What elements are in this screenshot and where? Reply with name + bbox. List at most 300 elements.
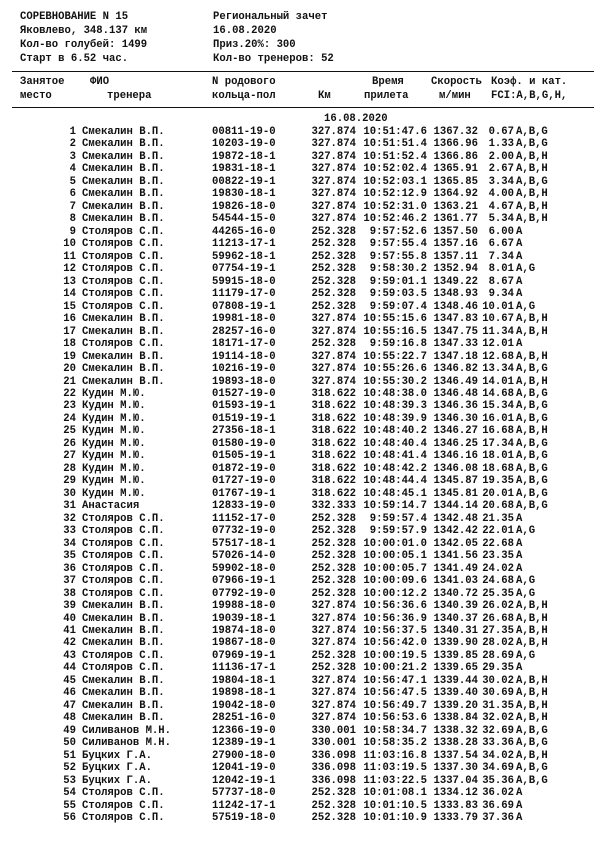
cell-place: 24 [63,412,76,425]
cell-km: 252.328 [311,225,356,238]
cell-trainer: Столяров С.П. [82,275,165,288]
cell-cat: A,G [516,649,536,662]
cell-trainer: Столяров С.П. [82,238,165,251]
cell-cat: A [516,799,523,812]
cell-km: 318.622 [311,412,356,425]
cell-place: 19 [63,350,76,363]
cell-cat: A,B,G [516,774,548,787]
table-header-rule [12,107,594,108]
cell-speed: 1361.77 [433,213,478,226]
cell-trainer: Смекалин В.П. [82,163,165,176]
cell-place: 39 [63,600,76,613]
cell-ring: 12041-19-0 [212,762,276,775]
cell-trainer: Буцких Г.А. [82,774,152,787]
cell-time: 10:00:19.5 [363,649,427,662]
cell-time: 10:00:05.7 [363,562,427,575]
cell-coef: 28.69 [482,649,514,662]
cell-cat: A,G [516,587,536,600]
cell-coef: 11.34 [482,325,514,338]
cell-coef: 20.68 [482,500,514,513]
cell-ring: 19831-18-1 [212,163,276,176]
cell-coef: 27.35 [482,625,514,637]
cell-place: 42 [63,637,76,650]
cell-km: 252.328 [311,300,356,313]
cell-ring: 18171-17-0 [212,338,276,351]
cell-ring: 19042-18-0 [212,699,276,712]
cell-time: 9:59:57.4 [369,512,427,525]
cell-coef: 19.35 [482,475,514,488]
cell-time: 10:00:09.6 [363,575,427,588]
cell-place: 15 [63,300,76,313]
cell-place: 27 [63,450,76,463]
cell-coef: 32.02 [482,712,514,725]
cell-ring: 19804-18-1 [212,674,276,687]
cell-km: 327.874 [311,375,356,388]
cell-cat: A,B,H [516,313,548,326]
cell-speed: 1341.03 [433,575,478,588]
cell-speed: 1338.32 [433,724,478,737]
cell-ring: 01767-19-1 [212,487,276,500]
cell-trainer: Смекалин В.П. [82,363,165,376]
cell-speed: 1340.72 [433,587,478,600]
cell-ring: 57517-18-1 [212,537,276,550]
cell-coef: 26.02 [482,600,514,613]
cell-trainer: Смекалин В.П. [82,325,165,338]
cell-time: 10:52:12.9 [363,188,427,201]
cell-trainer: Смекалин В.П. [82,637,165,650]
cell-km: 327.874 [311,126,356,138]
header-right-2: 16.08.2020 [213,25,277,37]
cell-speed: 1345.81 [433,487,478,500]
cell-km: 318.622 [311,487,356,500]
cell-coef: 16.68 [482,425,514,438]
cell-trainer: Столяров С.П. [82,525,165,538]
cell-km: 327.874 [311,612,356,625]
cell-ring: 10203-19-0 [212,138,276,151]
cell-km: 327.874 [311,138,356,151]
cell-time: 10:51:52.4 [363,150,427,163]
cell-km: 252.328 [311,812,356,825]
cell-coef: 4.67 [488,200,514,213]
cell-trainer: Столяров С.П. [82,649,165,662]
cell-km: 252.328 [311,799,356,812]
cell-time: 9:59:57.9 [369,525,427,538]
cell-place: 9 [69,225,76,238]
cell-place: 23 [63,400,76,413]
cell-coef: 32.69 [482,724,514,737]
cell-cat: A,B,G [516,412,548,425]
cell-cat: A [516,275,523,288]
cell-coef: 36.02 [482,787,514,800]
cell-time: 10:52:02.4 [363,163,427,176]
cell-coef: 23.35 [482,550,514,563]
cell-cat: A [516,662,523,675]
cell-speed: 1344.14 [433,500,478,513]
cell-trainer: Столяров С.П. [82,575,165,588]
cell-coef: 12.01 [482,338,514,351]
cell-km: 336.098 [311,762,356,775]
cell-speed: 1339.20 [433,699,478,712]
cell-coef: 14.68 [482,387,514,400]
cell-coef: 31.35 [482,699,514,712]
cell-speed: 1338.28 [433,737,478,750]
cell-cat: A,B,H [516,325,548,338]
cell-cat: A,B,H [516,637,548,650]
cell-ring: 01519-19-1 [212,412,276,425]
cell-ring: 01593-19-1 [212,400,276,413]
col-coef-line2: FCI:A,B,G,H, [491,90,568,102]
cell-trainer: Кудин М.Ю. [82,462,146,475]
cell-cat: A,B,G [516,500,548,513]
cell-trainer: Столяров С.П. [82,512,165,525]
cell-place: 51 [63,749,76,762]
cell-trainer: Смекалин В.П. [82,126,165,138]
cell-time: 9:59:03.5 [369,288,427,301]
cell-km: 318.622 [311,437,356,450]
header-left-4: Старт в 6.52 час. [20,53,129,65]
cell-cat: A,B,H [516,150,548,163]
cell-place: 2 [69,138,76,151]
cell-cat: A,B,H [516,213,548,226]
cell-cat: A,B,H [516,612,548,625]
cell-speed: 1341.49 [433,562,478,575]
cell-trainer: Столяров С.П. [82,787,165,800]
cell-cat: A,B,G [516,138,548,151]
cell-coef: 26.68 [482,612,514,625]
cell-time: 10:00:21.2 [363,662,427,675]
cell-time: 10:01:08.1 [363,787,427,800]
cell-ring: 11152-17-0 [212,512,276,525]
cell-time: 10:58:34.7 [363,724,427,737]
cell-place: 47 [63,699,76,712]
cell-ring: 07754-19-1 [212,263,276,276]
cell-coef: 20.01 [482,487,514,500]
cell-speed: 1338.84 [433,712,478,725]
cell-speed: 1346.08 [433,462,478,475]
cell-coef: 36.69 [482,799,514,812]
cell-trainer: Столяров С.П. [82,263,165,276]
cell-ring: 57737-18-0 [212,787,276,800]
cell-trainer: Столяров С.П. [82,550,165,563]
cell-place: 56 [63,812,76,825]
cell-ring: 01527-19-0 [212,387,276,400]
cell-trainer: Буцких Г.А. [82,762,152,775]
cell-speed: 1346.25 [433,437,478,450]
cell-km: 327.874 [311,363,356,376]
cell-cat: A,B,G [516,363,548,376]
cell-km: 327.874 [311,200,356,213]
cell-speed: 1366.86 [433,150,478,163]
cell-cat: A,B,H [516,625,548,637]
cell-speed: 1346.16 [433,450,478,463]
cell-cat: A [516,787,523,800]
cell-trainer: Смекалин В.П. [82,699,165,712]
cell-place: 6 [69,188,76,201]
cell-speed: 1367.32 [433,126,478,138]
cell-cat: A [516,550,523,563]
cell-cat: A [516,338,523,351]
cell-place: 25 [63,425,76,438]
cell-time: 11:03:22.5 [363,774,427,787]
cell-km: 318.622 [311,425,356,438]
cell-km: 252.328 [311,537,356,550]
cell-km: 327.874 [311,213,356,226]
cell-ring: 07969-19-1 [212,649,276,662]
cell-place: 34 [63,537,76,550]
col-name-line2: тренера [107,90,152,102]
cell-trainer: Столяров С.П. [82,812,165,825]
cell-cat: A,B,G [516,400,548,413]
cell-km: 252.328 [311,649,356,662]
col-time-line2: прилета [364,90,409,102]
cell-trainer: Столяров С.П. [82,587,165,600]
cell-trainer: Смекалин В.П. [82,188,165,201]
cell-km: 252.328 [311,512,356,525]
col-time-line1: Время [372,76,404,88]
cell-coef: 14.01 [482,375,514,388]
cell-trainer: Кудин М.Ю. [82,412,146,425]
cell-time: 10:00:05.1 [363,550,427,563]
cell-trainer: Кудин М.Ю. [82,450,146,463]
cell-place: 49 [63,724,76,737]
cell-speed: 1352.94 [433,263,478,276]
cell-cat: A,B,H [516,350,548,363]
cell-km: 252.328 [311,662,356,675]
cell-place: 48 [63,712,76,725]
cell-ring: 19874-18-0 [212,625,276,637]
cell-trainer: Смекалин В.П. [82,175,165,188]
cell-time: 10:56:36.9 [363,612,427,625]
col-speed-line2: м/мин [439,90,471,102]
cell-time: 10:48:38.0 [363,387,427,400]
cell-coef: 1.33 [488,138,514,151]
cell-time: 10:48:40.2 [363,425,427,438]
cell-coef: 9.34 [488,288,514,301]
cell-speed: 1365.91 [433,163,478,176]
cell-coef: 12.68 [482,350,514,363]
cell-cat: A,B,H [516,375,548,388]
cell-km: 332.333 [311,500,356,513]
cell-ring: 59902-18-0 [212,562,276,575]
cell-place: 31 [63,500,76,513]
header-right-4: Кол-во тренеров: 52 [213,53,334,65]
cell-trainer: Смекалин В.П. [82,375,165,388]
cell-coef: 18.68 [482,462,514,475]
cell-time: 9:57:55.4 [369,238,427,251]
cell-ring: 19830-18-1 [212,188,276,201]
cell-time: 10:00:01.0 [363,537,427,550]
cell-time: 9:59:01.1 [369,275,427,288]
cell-place: 33 [63,525,76,538]
cell-time: 10:52:03.1 [363,175,427,188]
header-left-2: Яковлево, 348.137 км [20,25,148,37]
cell-cat: A,B,H [516,749,548,762]
cell-speed: 1347.33 [433,338,478,351]
cell-speed: 1342.48 [433,512,478,525]
cell-km: 327.874 [311,637,356,650]
cell-ring: 01727-19-0 [212,475,276,488]
cell-ring: 19826-18-0 [212,200,276,213]
cell-km: 318.622 [311,450,356,463]
cell-coef: 6.67 [488,238,514,251]
cell-place: 3 [69,150,76,163]
cell-speed: 1345.87 [433,475,478,488]
cell-km: 252.328 [311,525,356,538]
cell-time: 10:48:39.9 [363,412,427,425]
cell-km: 252.328 [311,238,356,251]
cell-place: 18 [63,338,76,351]
cell-speed: 1357.11 [433,250,478,263]
cell-km: 327.874 [311,699,356,712]
cell-speed: 1342.42 [433,525,478,538]
cell-speed: 1339.85 [433,649,478,662]
cell-speed: 1339.90 [433,637,478,650]
cell-km: 336.098 [311,749,356,762]
cell-speed: 1348.46 [433,300,478,313]
cell-cat: A,B,G [516,475,548,488]
cell-coef: 6.00 [488,225,514,238]
cell-trainer: Смекалин В.П. [82,200,165,213]
cell-coef: 10.67 [482,313,514,326]
cell-place: 36 [63,562,76,575]
cell-ring: 12833-19-0 [212,500,276,513]
cell-trainer: Смекалин В.П. [82,712,165,725]
cell-time: 10:56:37.5 [363,625,427,637]
header-left-1: СОРЕВНОВАНИЕ N 15 [20,11,129,23]
cell-place: 7 [69,200,76,213]
cell-time: 10:55:15.6 [363,313,427,326]
cell-ring: 19867-18-0 [212,637,276,650]
cell-speed: 1340.31 [433,625,478,637]
cell-coef: 33.36 [482,737,514,750]
cell-trainer: Столяров С.П. [82,225,165,238]
cell-time: 10:56:47.1 [363,674,427,687]
cell-coef: 18.01 [482,450,514,463]
cell-place: 16 [63,313,76,326]
cell-cat: A [516,288,523,301]
cell-cat: A,B,H [516,200,548,213]
cell-speed: 1340.39 [433,600,478,613]
cell-speed: 1337.30 [433,762,478,775]
cell-trainer: Силиванов М.Н. [82,737,172,750]
cell-trainer: Кудин М.Ю. [82,425,146,438]
cell-ring: 59962-18-1 [212,250,276,263]
cell-place: 44 [63,662,76,675]
cell-place: 35 [63,550,76,563]
cell-trainer: Смекалин В.П. [82,350,165,363]
cell-speed: 1334.12 [433,787,478,800]
cell-trainer: Смекалин В.П. [82,674,165,687]
cell-trainer: Смекалин В.П. [82,150,165,163]
cell-ring: 19039-18-1 [212,612,276,625]
cell-speed: 1357.50 [433,225,478,238]
cell-time: 10:56:36.6 [363,600,427,613]
cell-speed: 1342.05 [433,537,478,550]
cell-coef: 30.69 [482,687,514,700]
cell-coef: 0.67 [488,126,514,138]
cell-speed: 1340.37 [433,612,478,625]
table-top-rule [12,71,594,72]
cell-speed: 1339.65 [433,662,478,675]
cell-coef: 8.01 [488,263,514,276]
cell-coef: 7.34 [488,250,514,263]
cell-place: 37 [63,575,76,588]
cell-km: 327.874 [311,600,356,613]
cell-time: 10:01:10.9 [363,812,427,825]
cell-cat: A,B,G [516,387,548,400]
cell-cat: A,B,H [516,188,548,201]
cell-time: 10:48:39.3 [363,400,427,413]
cell-speed: 1333.83 [433,799,478,812]
cell-coef: 34.69 [482,762,514,775]
cell-place: 32 [63,512,76,525]
cell-cat: A,B,G [516,175,548,188]
cell-speed: 1364.92 [433,188,478,201]
cell-place: 50 [63,737,76,750]
cell-km: 327.874 [311,712,356,725]
cell-trainer: Силиванов М.Н. [82,724,172,737]
cell-trainer: Столяров С.П. [82,288,165,301]
cell-coef: 21.35 [482,512,514,525]
cell-ring: 19981-18-0 [212,313,276,326]
cell-coef: 35.36 [482,774,514,787]
cell-coef: 17.34 [482,437,514,450]
cell-km: 252.328 [311,575,356,588]
cell-coef: 22.01 [482,525,514,538]
cell-ring: 01872-19-0 [212,462,276,475]
cell-place: 1 [69,126,76,138]
cell-speed: 1346.30 [433,412,478,425]
cell-ring: 11136-17-1 [212,662,276,675]
cell-coef: 4.00 [488,188,514,201]
cell-trainer: Столяров С.П. [82,250,165,263]
cell-cat: A,G [516,575,536,588]
cell-coef: 29.35 [482,662,514,675]
header-right-1: Региональный зачет [213,11,328,23]
cell-time: 10:51:51.4 [363,138,427,151]
cell-time: 10:56:53.6 [363,712,427,725]
cell-trainer: Столяров С.П. [82,662,165,675]
cell-ring: 57519-18-0 [212,812,276,825]
cell-km: 330.001 [311,737,356,750]
cell-time: 10:58:35.2 [363,737,427,750]
cell-cat: A,B,G [516,737,548,750]
cell-time: 11:03:16.8 [363,749,427,762]
cell-speed: 1357.16 [433,238,478,251]
cell-coef: 5.34 [488,213,514,226]
col-speed-line1: Скорость [431,76,482,88]
cell-cat: A,B,H [516,699,548,712]
cell-place: 55 [63,799,76,812]
cell-ring: 12389-19-1 [212,737,276,750]
cell-ring: 28257-16-0 [212,325,276,338]
cell-time: 9:58:30.2 [369,263,427,276]
cell-place: 43 [63,649,76,662]
cell-trainer: Смекалин В.П. [82,313,165,326]
cell-trainer: Смекалин В.П. [82,625,165,637]
cell-speed: 1337.04 [433,774,478,787]
cell-trainer: Кудин М.Ю. [82,400,146,413]
cell-ring: 12042-19-1 [212,774,276,787]
cell-place: 38 [63,587,76,600]
cell-km: 252.328 [311,288,356,301]
cell-speed: 1365.85 [433,175,478,188]
cell-coef: 13.34 [482,363,514,376]
cell-coef: 22.68 [482,537,514,550]
cell-place: 46 [63,687,76,700]
cell-coef: 34.02 [482,749,514,762]
cell-time: 10:48:45.1 [363,487,427,500]
